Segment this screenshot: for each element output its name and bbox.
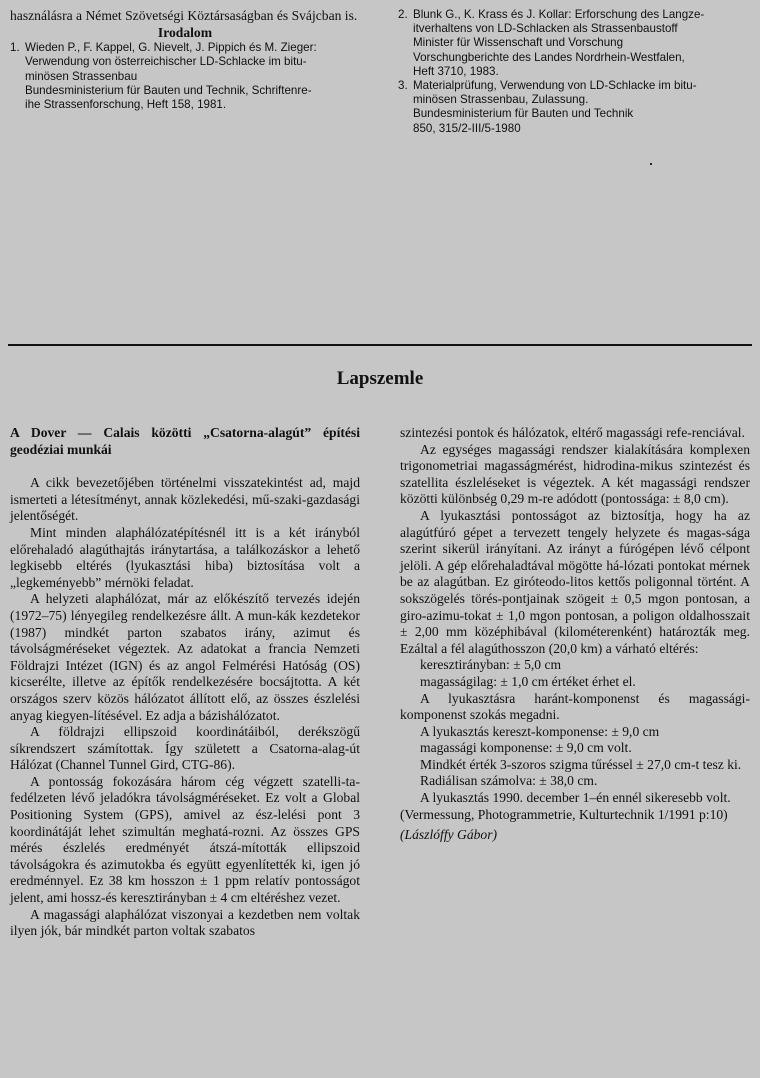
paragraph: A földrajzi ellipszoid koordinátáiból, derékszögű síkrendszert számítottak. Így született a Csatorna-alag-út Hálózat (Channel Tunnel Gird, CTG-86).	[10, 724, 360, 773]
reference-line: ihe Strassenforschung, Heft 158, 1981.	[25, 98, 227, 111]
stray-dot	[650, 163, 652, 165]
section-title: Lapszemle	[336, 368, 424, 389]
reference-3	[398, 79, 750, 136]
paragraph: Az egységes magassági rendszer kialakítására komplexen trigonometriai magasságmérést, hidrodina-mikus szintezést és szatellita észleléseket is végeztek. A két magassági rendszer közötti különbség 0,29 m-re adódott (pontossága: ± 8,0 cm).	[400, 441, 750, 507]
reference-line: minösen Strassenbau, Zulassung.	[413, 93, 589, 107]
reference-number: 2.	[398, 8, 408, 21]
reference-line: 850, 315/2-III/5-1980	[413, 121, 521, 135]
reference-line: Vorschungberichte des Landes Nordrhein-Westfalen,	[413, 50, 685, 64]
reference-line: Wieden P., F. Kappel, G. Nievelt, J. Pippich és M. Zieger:	[25, 41, 317, 55]
radial-value: Radiálisan számolva: ± 38,0 cm.	[420, 773, 598, 789]
reference-line: minösen Strassenbau	[25, 69, 138, 83]
top-right-column	[398, 8, 750, 136]
error-cross: keresztirányban: ± 5,0 cm	[420, 657, 562, 673]
reference-1	[10, 41, 360, 112]
paragraph: A magassági alaphálózat viszonyai a kezdetben nem voltak ilyen jók, bár mindkét parton voltak szabatos	[10, 906, 360, 939]
article-right-column	[400, 425, 750, 844]
paragraph: A helyzeti alaphálózat, már az előkészítő tervezés idején (1972–75) lényegileg rendelkezésre állt. A mun-kák kezdetekor (1987) mindkét parton szabatos irány, azimut és távolságméréseket végeztek. Az adatokat a francia Nemzeti Földrajzi Intézet (IGN) és az angol Felmérési Hatóság (OS) kicserélte, illetve az építők rendelkezésére bocsájtotta. A két országos szerv közös hálózatot állított elő, az összes észlelési anyag kiegyen-lítésével. Ez adja a bázishálózatot.	[10, 591, 360, 723]
reference-line: Minister für Wissenschaft und Vorschung	[413, 36, 624, 50]
reference-line: itverhaltens von LD-Schlacken als Strassenbaustoff	[413, 22, 678, 36]
paragraph: A pontosság fokozására három cég végzett szatelli-ta-fedélzeten lévő jeladókra távolságméréseket. Ez volt a Global Positioning System (GPS), amivel az ész-lelési pont 3 koordinátáját lehet szimultán meghatá-rozni. Az összes GPS mérés észlelés eredményét átszá-mították ellipszoid távolságokra és azimutokba és együtt egyenlítették ki, igen jó eredménnyel. Ez 38 km hosszon ± 1 ppm relatív pontosságot jelent, ami hossz-és keresztirányban ± 4 cm eltéréshez vezet.	[10, 773, 360, 906]
paragraph: Mindkét érték 3-szoros szigma tűréssel ± 27,0 cm-t tesz ki.	[420, 756, 742, 772]
article-title: A Dover — Calais közötti „Csatorna-alagút” építési geodéziai munkái	[10, 425, 360, 457]
top-left-column	[10, 8, 360, 112]
continuation-text: használásra a Német Szövetségi Köztársaságban és Svájcban is.	[10, 8, 358, 23]
reference-line: Bundesministerium für Bauten und Technik	[413, 107, 634, 121]
reference-2	[398, 8, 750, 79]
section-divider	[8, 344, 752, 346]
source-citation: (Vermessung, Photogrammetrie, Kulturtechnik 1/1991 p:10)	[400, 806, 728, 822]
paragraph: szintezési pontok és hálózatok, eltérő magassági refe-renciával.	[400, 425, 745, 440]
paragraph: A lyukasztásra haránt-komponenst és magassági-komponenst szokás megadni.	[400, 690, 750, 723]
height-component: magassági komponense: ± 9,0 cm volt.	[420, 740, 632, 756]
reference-number: 3.	[398, 79, 408, 93]
article-left-column	[10, 425, 360, 940]
cross-component: A lyukasztás kereszt-komponense: ± 9,0 cm	[420, 723, 660, 739]
references-heading: Irodalom	[157, 24, 213, 40]
paragraph: A lyukasztás 1990. december 1–én ennél sikeresebb volt.	[420, 790, 731, 806]
error-height: magasságilag: ± 1,0 cm értéket érhet el.	[420, 673, 636, 689]
author-signature: (Lászlóffy Gábor)	[400, 827, 498, 843]
paragraph: A lyukasztási pontosságot az biztosítja, hogy ha az alagútfúró gépet a tervezett tengely helyzete és magas-sága szerint sikerül irányítani. Az irányt a fúrógépen lévő célpont jelöli. A gép előrehaladtával mögötte há-lózati pontokat mérnek be az alagútban. Ez giróteodo-litos kettős poligonnal történt. A sokszögelés törés-pontjainak szögeit ± 0,5 mgon pontosan, a giro-azimu-tokat ± 1,0 mgon pontosan, a poligon oldalhosszait ± 2,00 mm középhibával (kilométerenként) határozták meg. Ezáltal a fél alagúthosszon (20,0 km) a várható eltérés:	[400, 507, 750, 656]
reference-line: Bundesministerium für Bauten und Technik, Schriftenre-	[25, 83, 312, 97]
reference-line: Blunk G., K. Krass és J. Kollar: Erforschung des Langze-	[413, 8, 705, 21]
paragraph: Mint minden alaphálózatépítésnél itt is a két irányból előrehaladó alagúthajtás iránytartása, a találkozáskor a lehető legkisebb eltérés (lyukasztási hiba) biztosítása volt a „legkeményebb” mérnöki feladat.	[10, 524, 360, 590]
reference-line: Heft 3710, 1983.	[413, 64, 499, 78]
reference-line: Verwendung von österreichischer LD-Schlacke im bitu-	[25, 55, 307, 69]
paragraph: A cikk bevezetőjében történelmi visszatekintést ad, majd ismerteti a létesítményt, annak közlekedési, mű-szaki-gazdasági jelentőségét.	[10, 475, 360, 524]
reference-line: Materialprüfung, Verwendung von LD-Schlacke im bitu-	[413, 79, 697, 93]
reference-number: 1.	[10, 41, 20, 55]
